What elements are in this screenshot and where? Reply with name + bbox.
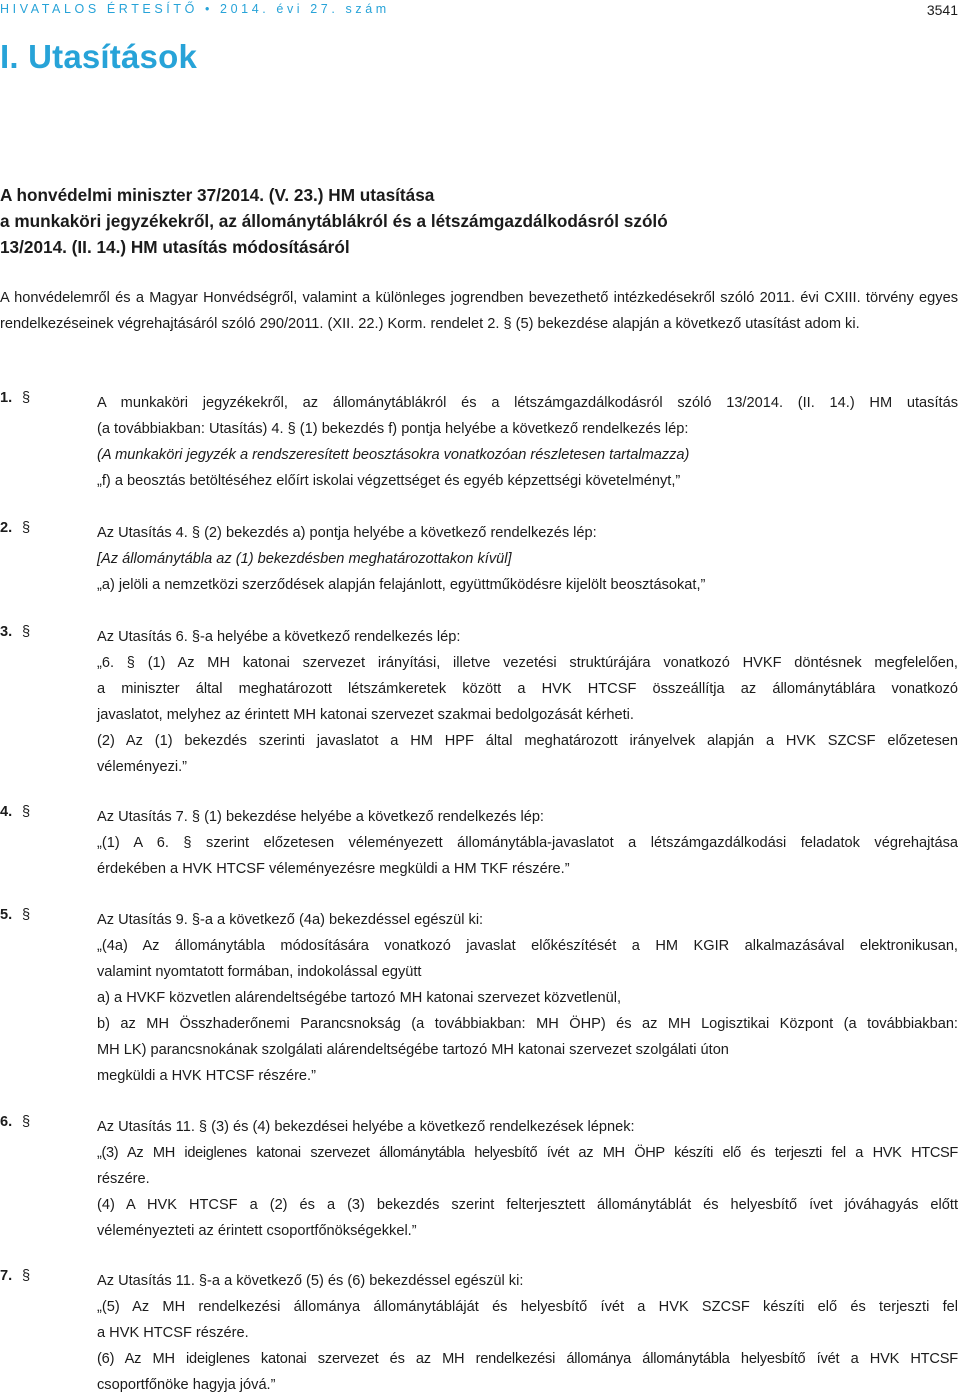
- document-title-line: 13/2014. (II. 14.) HM utasítás módosításáról: [0, 237, 350, 257]
- section-2: [0, 520, 958, 598]
- section-line: „(4a) Az állománytábla módosítására vonatkozó javaslat előkészítését a HM KGIR alkalmazásával elektronikusan,: [97, 938, 958, 954]
- section-body: [97, 1268, 958, 1398]
- section-line: véleményezi.”: [97, 759, 188, 775]
- section-line: csoportfőnöke hagyja jóvá.”: [97, 1377, 276, 1393]
- section-line: Az Utasítás 9. §-a a következő (4a) bekezdéssel egészül ki:: [97, 912, 484, 928]
- section-1: [0, 390, 958, 494]
- section-symbol: §: [22, 1268, 31, 1284]
- section-line: „a) jelöli a nemzetközi szerződések alapján felajánlott, együttműködésre kijelölt beosztásokat,”: [97, 577, 706, 593]
- section-line: „(5) Az MH rendelkezési állománya állománytábláját és helyesbítő ívét a HVK SZCSF készíti elő és terjeszti fel: [97, 1299, 958, 1315]
- section-line: részére.: [97, 1171, 150, 1187]
- section-title: I. Utasítások: [0, 38, 198, 75]
- section-line: MH LK) parancsnokának szolgálati alárendeltségébe tartozó MH katonai szervezet szolgálati úton: [97, 1042, 729, 1058]
- section-body: [97, 520, 958, 598]
- journal-title: HIVATALOS ÉRTESÍTŐ • 2014. évi 27. szám: [0, 2, 390, 16]
- section-body: [97, 1114, 958, 1244]
- section-symbol: §: [22, 1114, 31, 1130]
- section-body: [97, 907, 958, 1089]
- section-number: 2.: [0, 520, 13, 536]
- section-line: [Az állománytábla az (1) bekezdésben meghatározottakon kívül]: [97, 551, 512, 567]
- section-3: [0, 624, 958, 780]
- section-symbol: §: [22, 520, 31, 536]
- section-line: „6. § (1) Az MH katonai szervezet irányítási, illetve vezetési struktúrájára vonatkozó HVKF döntésnek megfelelően,: [97, 655, 958, 671]
- section-symbol: §: [22, 390, 31, 406]
- section-line: (6) Az MH ideiglenes katonai szervezet és az MH rendelkezési állománya állománytábla helyesbítő ívét a HVK HTCSF: [97, 1351, 958, 1367]
- section-line: „f) a beosztás betöltéséhez előírt iskolai végzettséget és egyéb képzettségi követelményt,”: [97, 473, 681, 489]
- section-line: „(1) A 6. § szerint előzetesen véleményezett állománytábla-javaslatot a létszámgazdálkodási feladatok végrehajtása: [97, 835, 958, 851]
- document-title-line: A honvédelmi miniszter 37/2014. (V. 23.) HM utasítása: [0, 185, 435, 205]
- section-number: 4.: [0, 804, 13, 820]
- section-5: [0, 907, 958, 1089]
- section-line: (2) Az (1) bekezdés szerinti javaslatot a HM HPF által meghatározott irányelvek alapján a HVK SZCSF előzetesen: [97, 733, 958, 749]
- section-number: 3.: [0, 624, 13, 640]
- section-line: b) az MH Összhaderőnemi Parancsnokság (a továbbiakban: MH ÖHP) és az MH Logisztikai Központ (a továbbiakban:: [97, 1016, 958, 1032]
- section-line: Az Utasítás 7. § (1) bekezdése helyébe a következő rendelkezés lép:: [97, 809, 544, 825]
- section-line: Az Utasítás 11. § (3) és (4) bekezdései helyébe a következő rendelkezések lépnek:: [97, 1119, 635, 1135]
- section-6: [0, 1114, 958, 1244]
- section-line: a miniszter által meghatározott létszámkeretek között a HVK HTCSF összeállítja az állománytáblára vonatkozó: [97, 681, 958, 697]
- section-line: „(3) Az MH ideiglenes katonai szervezet állománytábla helyesbítő ívét az MH ÖHP készíti elő és terjeszti fel a HVK HTCSF: [97, 1145, 958, 1161]
- section-symbol: §: [22, 907, 31, 923]
- section-line: javaslatot, melyhez az érintett MH katonai szervezet szakmai bedolgozását kérheti.: [97, 707, 634, 723]
- section-number: 5.: [0, 907, 13, 923]
- document-title-line: a munkaköri jegyzékekről, az állománytáblákról és a létszámgazdálkodásról szóló: [0, 211, 668, 231]
- intro-paragraph: A honvédelemről és a Magyar Honvédségről, valamint a különleges jogrendben bevezethető intézkedésekről szóló 2011. évi CXIII. törvény egyes rendelkezéseinek végrehajtásáról szóló 290/2011. (XII. 22.) Korm. rendelet 2. § (5) bekezdése alapján a következő utasítást adom ki.: [0, 290, 958, 332]
- section-line: a) a HVKF közvetlen alárendeltségébe tartozó MH katonai szervezet közvetlenül,: [97, 990, 622, 1006]
- section-line: A munkaköri jegyzékekről, az állománytáblákról és a létszámgazdálkodásról szóló 13/2014. (II. 14.) HM utasítás: [97, 395, 958, 411]
- section-7: [0, 1268, 958, 1398]
- section-symbol: §: [22, 804, 31, 820]
- section-line: a HVK HTCSF részére.: [97, 1325, 249, 1341]
- document-title: [0, 182, 960, 260]
- section-body: [97, 624, 958, 780]
- section-line: valamint nyomtatott formában, indokolással együtt: [97, 964, 422, 980]
- section-line: Az Utasítás 11. §-a a következő (5) és (6) bekezdéssel egészül ki:: [97, 1273, 524, 1289]
- section-number: 6.: [0, 1114, 13, 1130]
- section-line: Az Utasítás 4. § (2) bekezdés a) pontja helyébe a következő rendelkezés lép:: [97, 525, 597, 541]
- page-number: 3541: [926, 2, 958, 18]
- section-line: véleményezteti az érintett csoportfőnökségekkel.”: [97, 1223, 417, 1239]
- section-line: (A munkaköri jegyzék a rendszeresített beosztásokra vonatkozóan részletesen tartalmazza): [97, 447, 690, 463]
- section-4: [0, 804, 958, 882]
- section-body: [97, 390, 958, 494]
- section-line: megküldi a HVK HTCSF részére.”: [97, 1068, 316, 1084]
- section-line: (a továbbiakban: Utasítás) 4. § (1) bekezdés f) pontja helyébe a következő rendelkezés lép:: [97, 421, 689, 437]
- running-header: [0, 0, 960, 22]
- section-number: 7.: [0, 1268, 13, 1284]
- section-body: [97, 804, 958, 882]
- section-line: érdekében a HVK HTCSF véleményezésre megküldi a HM TKF részére.”: [97, 861, 570, 877]
- section-line: (4) A HVK HTCSF a (2) és a (3) bekezdés szerint felterjesztett állománytáblát és helyesbítő ívet jóváhagyás előtt: [97, 1197, 958, 1213]
- section-line: Az Utasítás 6. §-a helyébe a következő rendelkezés lép:: [97, 629, 461, 645]
- section-number: 1.: [0, 390, 13, 406]
- section-symbol: §: [22, 624, 31, 640]
